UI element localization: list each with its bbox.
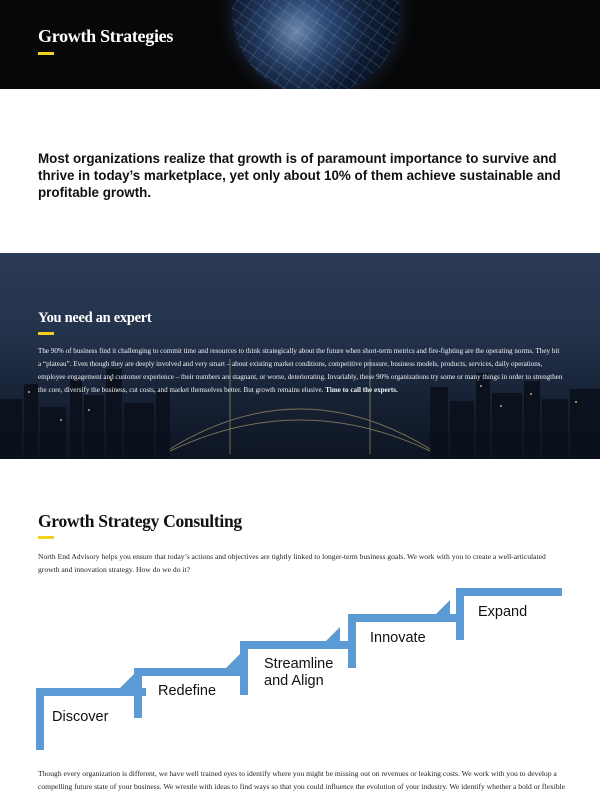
expert-accent-bar	[38, 332, 54, 335]
title-accent-bar	[38, 52, 54, 55]
expert-section	[0, 253, 600, 459]
expert-call-to-action: Time to call the experts.	[325, 386, 398, 394]
closing-paragraph: Though every organization is different, we have well trained eyes to identify where you might be missing out on revenues or leaking costs. We work with you to develop a compelling future state of your business. We wrestle with ideas to find ways so that you could influence the evolution of your industry. We identify whether a bold or flexible	[38, 769, 566, 791]
page-title: Growth Strategies	[38, 26, 174, 46]
expert-heading: You need an expert	[38, 310, 152, 326]
step-label-innovate: Innovate	[370, 630, 426, 646]
globe-image	[232, 0, 400, 89]
consulting-heading: Growth Strategy Consulting	[38, 511, 242, 531]
step-label-redefine: Redefine	[158, 683, 217, 699]
step-label-expand: Expand	[478, 604, 528, 620]
consulting-paragraph: North End Advisory helps you ensure that today’s actions and objectives are tightly linked to longer-term business goals. We work with you to create a well-articulated growth and innovation strategy. How do we do it?	[38, 552, 546, 574]
step-label-streamline-line1: Streamline	[264, 656, 334, 672]
step-label-streamline-line2: and Align	[264, 673, 324, 689]
intro-statement: Most organizations realize that growth is of paramount importance to survive and thrive in today’s marketplace, yet only about 10% of them achieve sustainable and profitable growth.	[38, 151, 561, 200]
growth-steps-diagram	[36, 585, 562, 755]
hero-banner	[0, 0, 600, 89]
expert-body-text: The 90% of business find it challenging to commit time and resources to think strategically about the future when short-term metrics and fire-fighting are the operating norms. They hit a “plateau”. Even though they are deeply involved and very smart – about existing market conditions, competitive pressure, business models, products, services, daily operations, employee engagement and customer experience – their numbers are stagnant, or worse, deteriorating. Invariably, these 90% organizations try some or many things in order to strengthen the core, diversify the business, cut costs, and market themselves better. But growth remains elusive.	[38, 347, 563, 394]
expert-paragraph	[38, 345, 563, 397]
step-label-discover: Discover	[52, 709, 109, 725]
consulting-accent-bar	[38, 536, 54, 539]
